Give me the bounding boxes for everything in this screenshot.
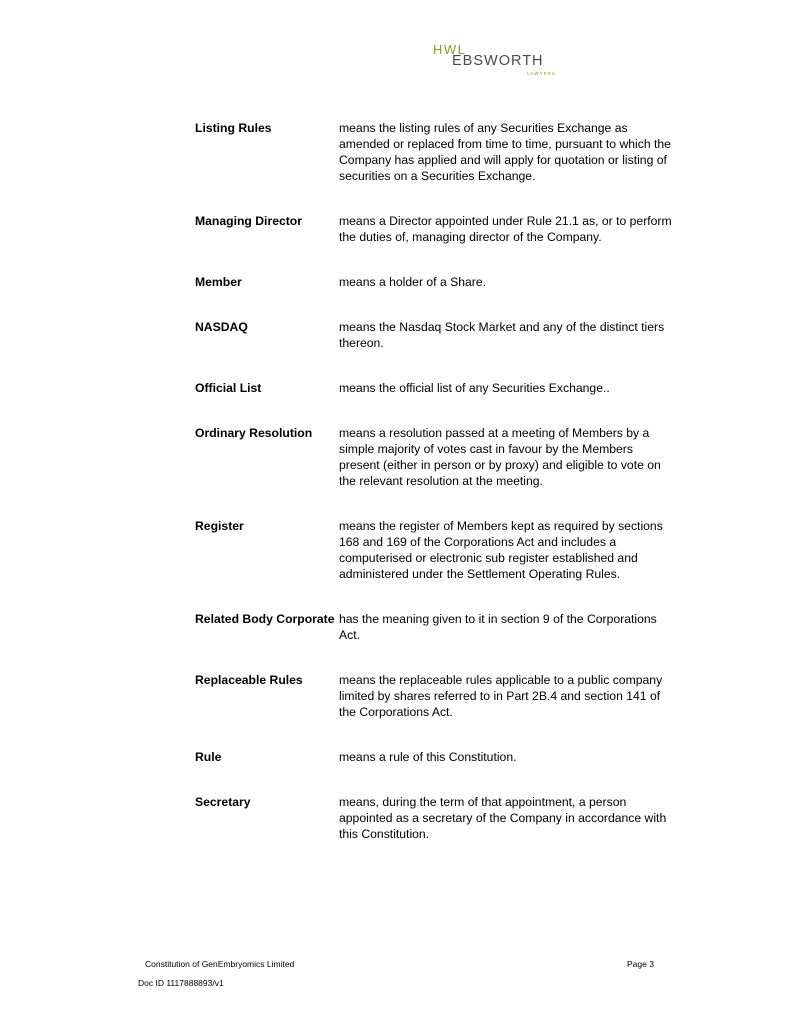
definition-term: Replaceable Rules (195, 673, 303, 687)
definition-term: Official List (195, 381, 262, 395)
definition-member (195, 274, 675, 290)
definition-register (195, 518, 675, 582)
definition-ordinary-resolution (195, 425, 675, 489)
definitions-list (195, 120, 675, 871)
definition-meaning: means the register of Members kept as required by sections 168 and 169 of the Corporations Act and includes a computerised or electronic sub register established and administered under the Settlement Operating Rules. (339, 519, 663, 581)
definition-meaning: means a rule of this Constitution. (339, 750, 517, 764)
footer-page-number: Page 3 (627, 959, 654, 969)
definition-term: Member (195, 275, 242, 289)
definition-meaning: means the listing rules of any Securities Exchange as amended or replaced from time to time, pursuant to which the Company has applied and will apply for quotation or listing of securities on a Securities Exchange. (339, 121, 671, 183)
definition-related-body-corporate (195, 611, 675, 643)
definition-term: NASDAQ (195, 320, 248, 334)
definition-official-list (195, 380, 675, 396)
definition-meaning: means the Nasdaq Stock Market and any of the distinct tiers thereon. (339, 320, 665, 350)
definition-term: Register (195, 519, 244, 533)
footer-doc-id: Doc ID 1117888893/v1 (138, 978, 224, 988)
definition-meaning: means a Director appointed under Rule 21.1 as, or to perform the duties of, managing director of the Company. (339, 214, 672, 244)
definition-secretary (195, 794, 675, 842)
logo-hwl-text: HWL (433, 42, 467, 57)
definition-meaning: means, during the term of that appointment, a person appointed as a secretary of the Company in accordance with this Constitution. (339, 795, 667, 841)
definition-term: Related Body Corporate (195, 612, 335, 626)
definition-term: Secretary (195, 795, 251, 809)
hwl-ebsworth-logo (433, 40, 563, 80)
definition-replaceable-rules (195, 672, 675, 720)
footer-document-title: Constitution of GenEmbryomics Limited (145, 959, 295, 969)
definition-meaning: means the official list of any Securities Exchange.. (339, 381, 610, 395)
definition-managing-director (195, 213, 675, 245)
definition-meaning: means a holder of a Share. (339, 275, 487, 289)
definition-nasdaq (195, 319, 675, 351)
definition-meaning: means the replaceable rules applicable to a public company limited by shares referred to in Part 2B.4 and section 141 of the Corporations Act. (339, 673, 663, 719)
definition-term: Listing Rules (195, 121, 272, 135)
logo-lawyers-text: LAWYERS (527, 71, 556, 76)
definition-meaning: has the meaning given to it in section 9 of the Corporations Act. (339, 612, 657, 642)
definition-listing-rules (195, 120, 675, 184)
definition-rule (195, 749, 675, 765)
logo-ebsworth-text: EBSWORTH (452, 53, 544, 69)
definition-term: Managing Director (195, 214, 302, 228)
definition-term: Rule (195, 750, 222, 764)
definition-meaning: means a resolution passed at a meeting of Members by a simple majority of votes cast in favour by the Members present (either in person or by proxy) and eligible to vote on the relevant resolution at the meeting. (339, 426, 661, 488)
definition-term: Ordinary Resolution (195, 426, 313, 440)
